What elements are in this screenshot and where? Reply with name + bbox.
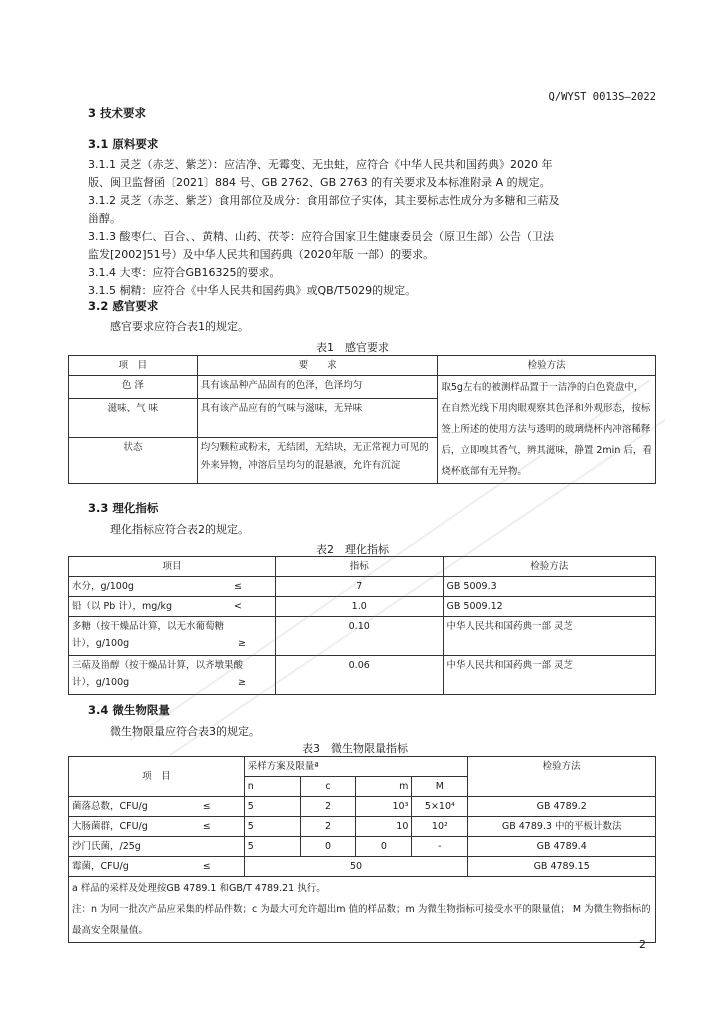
- table-row-mold: [69, 857, 656, 877]
- table-row: [69, 597, 656, 617]
- inspection-method: 取5g左右的被测样品置于一洁净的白色瓷盘中，在自然光线下用肉眼观察其色泽和外观形态，按标签上所述的使用方法与透明的玻璃烧杯内冲溶稀释后，立即嗅其香气，辨其滋味，静置 2min 后，看烧杯底部有无异物。: [438, 376, 656, 484]
- header-cell: 指标: [275, 557, 443, 577]
- item-label: 沙门氏菌，/25g: [72, 841, 141, 852]
- row-item: 状态: [69, 438, 198, 484]
- row-method: GB 5009.3: [443, 577, 656, 597]
- table-3-caption: 表3 微生物限量指标: [302, 742, 408, 755]
- page-number: 2: [639, 938, 646, 951]
- row-method: GB 4789.15: [468, 857, 656, 877]
- item-label: 大肠菌群，CFU/g: [72, 821, 148, 832]
- cell-c: 0: [300, 837, 356, 857]
- item-label: 多糖（按干燥品计算，以无水葡萄糖计），g/100g: [72, 621, 225, 649]
- table-row: [69, 797, 656, 817]
- row-value: 7: [275, 577, 443, 597]
- cell-n: 5: [244, 797, 300, 817]
- header-cell: 项 目: [69, 356, 198, 376]
- physicochemical-table: [68, 556, 656, 695]
- cell-n: 5: [244, 837, 300, 857]
- section-3-3-title: 3.3 理化指标: [88, 501, 159, 515]
- clause-3-1-5: 3.1.5 桐精：应符合《中华人民共和国药典》或QB/T5029的规定。: [88, 284, 417, 297]
- row-item: [69, 577, 276, 597]
- table-header-row: [69, 757, 656, 777]
- row-requirement: 具有该产品应有的气味与滋味，无异味: [197, 399, 438, 438]
- item-label: 铅（以 Pb 计），mg/kg: [72, 601, 173, 612]
- header-cell: 要 求: [197, 356, 438, 376]
- note-definitions: 注：n 为同一批次产品应采集的样品件数；c 为最大可允许超出m 值的样品数；m 为微生物指标可接受水平的限量值； M 为微生物指标的最高安全限量值。: [72, 904, 651, 936]
- row-method: GB 4789.4: [468, 837, 656, 857]
- table-row: [69, 837, 656, 857]
- operator: ≤: [202, 821, 211, 832]
- clause-3-1-3-cont: 监发[2002]51号）及中华人民共和国药典（2020年版 一部）的要求。: [88, 248, 435, 261]
- clause-3-1-2-cont: 甾醇。: [88, 212, 121, 225]
- cell-c: 2: [300, 797, 356, 817]
- table-row: [69, 656, 656, 695]
- section-3-1-title: 3.1 原料要求: [88, 137, 159, 151]
- table-header-row: [69, 557, 656, 577]
- row-item: [69, 817, 245, 837]
- table-row: [69, 817, 656, 837]
- operator: ≤: [202, 861, 211, 872]
- row-method: 中华人民共和国药典一部 灵芝: [443, 617, 656, 656]
- header-cell: 项目: [69, 557, 276, 577]
- section-3-4-intro: 微生物限量应符合表3的规定。: [110, 725, 260, 738]
- table-note-row: [69, 877, 656, 943]
- cell-c: 2: [300, 817, 356, 837]
- row-value: 0.06: [275, 656, 443, 695]
- row-method: 中华人民共和国药典一部 灵芝: [443, 656, 656, 695]
- cell-m: 10: [356, 817, 412, 837]
- row-requirement: 均匀颗粒或粉末，无结团，无结块，无正常视力可见的外来异物，冲溶后呈均匀的混悬液，允许有沉淀: [197, 438, 438, 484]
- item-label: 霉菌，CFU/g: [72, 861, 129, 872]
- row-value: 0.10: [275, 617, 443, 656]
- header-sampling-plan: 采样方案及限量ª: [244, 757, 468, 777]
- cell-M: -: [412, 837, 468, 857]
- header-cell: 检验方法: [438, 356, 656, 376]
- row-value: 1.0: [275, 597, 443, 617]
- cell-M: 10²: [412, 817, 468, 837]
- row-method: GB 4789.3 中的平板计数法: [468, 817, 656, 837]
- section-3-title: 3 技术要求: [88, 106, 147, 120]
- row-method: GB 4789.2: [468, 797, 656, 817]
- row-item: [69, 857, 245, 877]
- microbial-table: [68, 756, 656, 943]
- header-cell: 检验方法: [443, 557, 656, 577]
- row-item: [69, 597, 276, 617]
- cell-m: 10³: [356, 797, 412, 817]
- row-method: GB 5009.12: [443, 597, 656, 617]
- sensory-table: [68, 355, 656, 484]
- section-3-2-title: 3.2 感官要求: [88, 299, 159, 313]
- clause-3-1-3: 3.1.3 酸枣仁、百合、、黄精、山药、茯苓：应符合国家卫生健康委员会（原卫生部）公告（卫法: [88, 230, 554, 243]
- header-m: m: [356, 777, 412, 797]
- table-row: [69, 376, 656, 399]
- section-3-2-intro: 感官要求应符合表1的规定。: [110, 320, 249, 333]
- header-item: 项 目: [69, 757, 245, 797]
- cell-m: 0: [356, 837, 412, 857]
- note-a: a 样品的采样及处理按GB 4789.1 和GB/T 4789.21 执行。: [72, 883, 326, 894]
- row-requirement: 具有该品种产品固有的色泽，色泽均匀: [197, 376, 438, 399]
- section-3-3-intro: 理化指标应符合表2的规定。: [110, 523, 249, 536]
- table-2-caption: 表2 理化指标: [316, 543, 389, 556]
- table-1-caption: 表1 感官要求: [316, 341, 389, 354]
- header-method: 检验方法: [468, 757, 656, 797]
- row-item: 色 泽: [69, 376, 198, 399]
- cell-M: 5×10⁴: [412, 797, 468, 817]
- table-row: [69, 577, 656, 597]
- item-label: 菌落总数，CFU/g: [72, 801, 148, 812]
- clause-3-1-2: 3.1.2 灵芝（赤芝、紫芝）食用部位及成分：食用部位子实体，其主要标志性成分为多糖和三萜及: [88, 194, 560, 207]
- cell-n: 5: [244, 817, 300, 837]
- header-n: n: [244, 777, 300, 797]
- table-header-row: [69, 356, 656, 376]
- operator: ≤: [233, 581, 242, 592]
- clause-3-1-4: 3.1.4 大枣：应符合GB16325的要求。: [88, 266, 281, 279]
- document-number: Q/WYST 0013S—2022: [548, 91, 656, 103]
- row-item: 多糖（按干燥品计算，以无水葡萄糖计），g/100g ≥: [69, 617, 276, 656]
- clause-3-1-1: 3.1.1 灵芝（赤芝、紫芝）：应洁净、无霉变、无虫蛀，应符合《中华人民共和国药典》2020 年: [88, 158, 553, 171]
- header-M: M: [412, 777, 468, 797]
- row-item: [69, 837, 245, 857]
- table-notes: [69, 877, 656, 943]
- section-3-1-text: [88, 156, 668, 300]
- operator: <: [233, 601, 242, 612]
- section-3-4-title: 3.4 微生物限量: [88, 703, 170, 717]
- row-item: 滋味、气 味: [69, 399, 198, 438]
- operator: ≤: [202, 801, 211, 812]
- row-item: 三萜及甾醇（按干燥品计算，以齐墩果酸计），g/100g ≥: [69, 656, 276, 695]
- item-label: 三萜及甾醇（按干燥品计算，以齐墩果酸计），g/100g: [72, 660, 244, 688]
- item-label: 水分，g/100g: [72, 581, 134, 592]
- table-row: [69, 617, 656, 656]
- mold-limit: 50: [244, 857, 468, 877]
- row-item: [69, 797, 245, 817]
- clause-3-1-1-cont: 版、闽卫监督函〔2021〕884 号、GB 2762、GB 2763 的有关要求及本标准附录 A 的规定。: [88, 176, 551, 189]
- header-c: c: [300, 777, 356, 797]
